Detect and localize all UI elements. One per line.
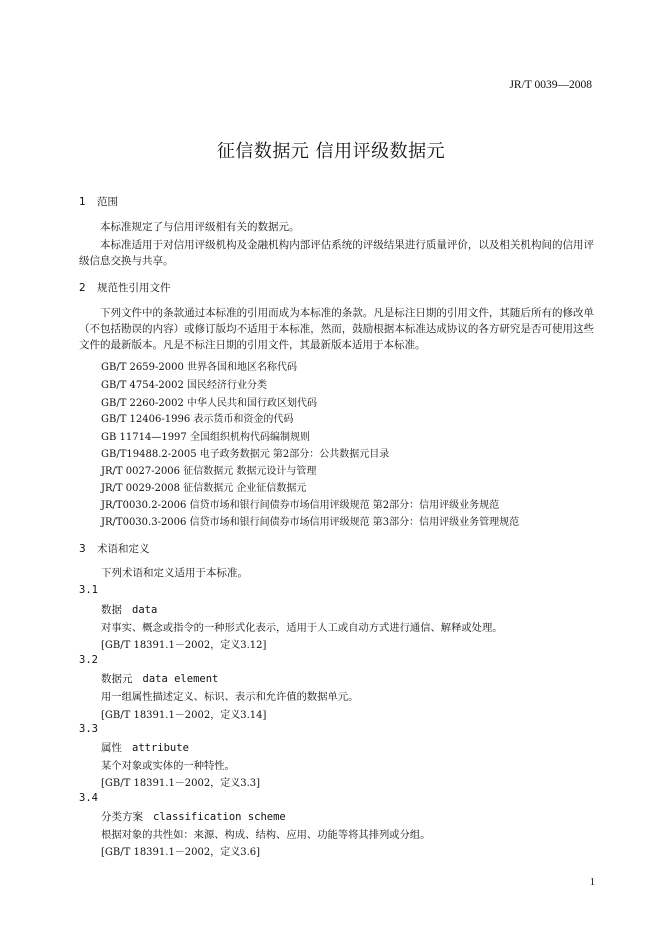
term-en: data element bbox=[142, 673, 219, 685]
reference-item: JR/T 0027-2006 征信数据元 数据元设计与管理 bbox=[101, 466, 317, 477]
term-source: [GB/T 18391.1－2002，定义3.3] bbox=[101, 778, 261, 789]
section-2-heading bbox=[79, 280, 171, 295]
section-number: 1 bbox=[79, 196, 86, 208]
document-title: 征信数据元 信用评级数据元 bbox=[216, 141, 446, 162]
reference-item: GB/T19488.2-2005 电子政务数据元 第2部分：公共数据元目录 bbox=[101, 449, 390, 460]
term-heading bbox=[101, 602, 157, 617]
section-number: 3 bbox=[79, 543, 86, 555]
term-definition: 某个对象或实体的一种特性。 bbox=[101, 760, 235, 772]
term-number: 3.4 bbox=[79, 792, 98, 804]
term-zh: 分类方案 bbox=[101, 811, 143, 823]
scope-paragraph-2: 本标准适用于对信用评级机构及金融机构内部评估系统的评级结果进行质量评价，以及相关机构间的信用评级信息交换与共享。 bbox=[79, 239, 594, 267]
standard-code: JR/T 0039—2008 bbox=[509, 79, 592, 91]
section-title: 规范性引用文件 bbox=[97, 282, 171, 294]
term-source: [GB/T 18391.1－2002，定义3.14] bbox=[101, 710, 267, 721]
scope-paragraph-1: 本标准规定了与信用评级相有关的数据元。 bbox=[100, 221, 300, 233]
section-1-heading bbox=[79, 194, 118, 209]
term-zh: 数据元 bbox=[101, 673, 133, 685]
term-number: 3.1 bbox=[79, 584, 98, 596]
normative-refs-intro: 下列文件中的条款通过本标准的引用而成为本标准的条款。凡是标注日期的引用文件，其随后所有的修改单（不包括勘误的内容）或修订版均不适用于本标准，然而，鼓励根据本标准达成协议的各方研究是否可使用这些文件的最新版本。凡是不标注日期的引用文件，其最新版本适用于本标准。 bbox=[79, 307, 594, 351]
page-number: 1 bbox=[589, 877, 595, 888]
term-en: classification scheme bbox=[153, 811, 286, 823]
terms-intro: 下列术语和定义适用于本标准。 bbox=[101, 567, 248, 579]
term-definition: 根据对象的共性如：来源、构成、结构、应用、功能等将其排列或分组。 bbox=[101, 829, 431, 841]
term-source: [GB/T 18391.1－2002，定义3.6] bbox=[101, 847, 261, 858]
reference-item: GB 11714—1997 全国组织机构代码编制规则 bbox=[101, 432, 310, 443]
term-source: [GB/T 18391.1－2002，定义3.12] bbox=[101, 640, 267, 651]
term-en: data bbox=[132, 604, 158, 616]
term-en: attribute bbox=[132, 742, 189, 754]
reference-item: GB/T 4754-2002 国民经济行业分类 bbox=[101, 380, 268, 391]
reference-item: GB/T 12406-1996 表示货币和资金的代码 bbox=[101, 414, 294, 425]
section-3-heading bbox=[79, 541, 150, 556]
term-number: 3.3 bbox=[79, 723, 98, 735]
reference-item: JR/T 0029-2008 征信数据元 企业征信数据元 bbox=[101, 483, 307, 494]
term-zh: 属性 bbox=[101, 742, 122, 754]
section-title: 范围 bbox=[97, 196, 118, 208]
term-heading bbox=[101, 809, 286, 824]
reference-item: JR/T0030.2-2006 信贷市场和银行间债券市场信用评级规范 第2部分：信用评级业务规范 bbox=[101, 500, 500, 511]
reference-item: GB/T 2260-2002 中华人民共和国行政区划代码 bbox=[101, 398, 318, 409]
term-heading bbox=[101, 740, 189, 755]
reference-item: GB/T 2659-2000 世界各国和地区名称代码 bbox=[101, 362, 298, 373]
section-number: 2 bbox=[79, 282, 86, 294]
term-heading bbox=[101, 671, 218, 686]
term-definition: 用一组属性描述定义、标识、表示和允许值的数据单元。 bbox=[101, 691, 359, 703]
reference-item: JR/T0030.3-2006 信贷市场和银行间债券市场信用评级规范 第3部分：信用评级业务管理规范 bbox=[101, 517, 520, 528]
term-definition: 对事实、概念或指令的一种形式化表示，适用于人工或自动方式进行通信、解释或处理。 bbox=[101, 622, 503, 634]
term-number: 3.2 bbox=[79, 654, 98, 666]
section-title: 术语和定义 bbox=[97, 543, 150, 555]
term-zh: 数据 bbox=[101, 604, 122, 616]
